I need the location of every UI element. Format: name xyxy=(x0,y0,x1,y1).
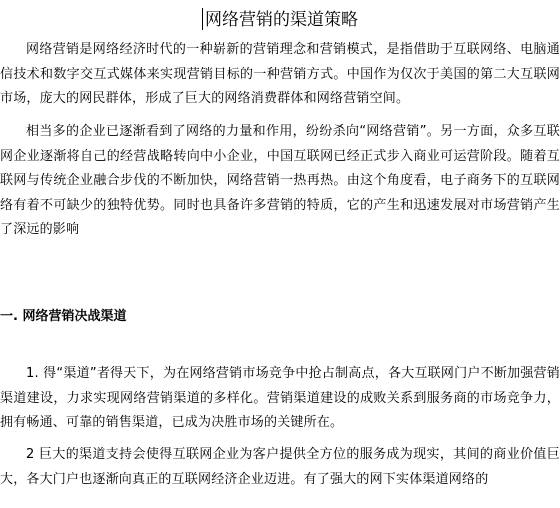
document-title[interactable]: 网络营销的渠道策略 xyxy=(205,10,358,30)
section-paragraph-2[interactable]: 2 巨大的渠道支持会使得互联网企业为客户提供全方位的服务成为现实，其间的商业价值巨大，各大门户也逐渐向真正的互联网经济企业迈进。有了强大的网下实体渠道网络的 xyxy=(0,447,560,487)
document-title-line xyxy=(0,8,560,32)
section-heading[interactable]: 一. 网络营销决战渠道 xyxy=(0,309,127,324)
text-cursor xyxy=(202,8,203,30)
section-paragraph-1[interactable]: 1. 得“渠道”者得天下，为在网络营销市场竞争中抢占制高点，各大互联网门户不断加强营销渠道建设，力求实现网络营销渠道的多样化。营销渠道建设的成败关系到服务商的市场竞争力，拥有畅通、可靠的销售渠道，已成为决胜市场的关键所在。 xyxy=(0,366,560,431)
intro-paragraph-1[interactable]: 网络营销是网络经济时代的一种崭新的营销理念和营销模式，是指借助于互联网络、电脑通信技术和数字交互式媒体来实现营销目标的一种营销方式。中国作为仅次于美国的第二大互联网市场，庞大的网民群体，形成了巨大的网络消费群体和网络营销空间。 xyxy=(0,42,560,107)
intro-paragraph-2[interactable]: 相当多的企业已逐渐看到了网络的力量和作用，纷纷杀向“网络营销”。另一方面，众多互联网企业逐渐将自己的经营战略转向中小企业，中国互联网已经正式步入商业可运营阶段。随着互联网与传统企业融合步伐的不断加快，网络营销一热再热。由这个角度看，电子商务下的互联网络有着不可缺少的独特优势。同时也具备许多营销的特质，它的产生和迅速发展对市场营销产生了深远的影响 xyxy=(0,124,560,238)
